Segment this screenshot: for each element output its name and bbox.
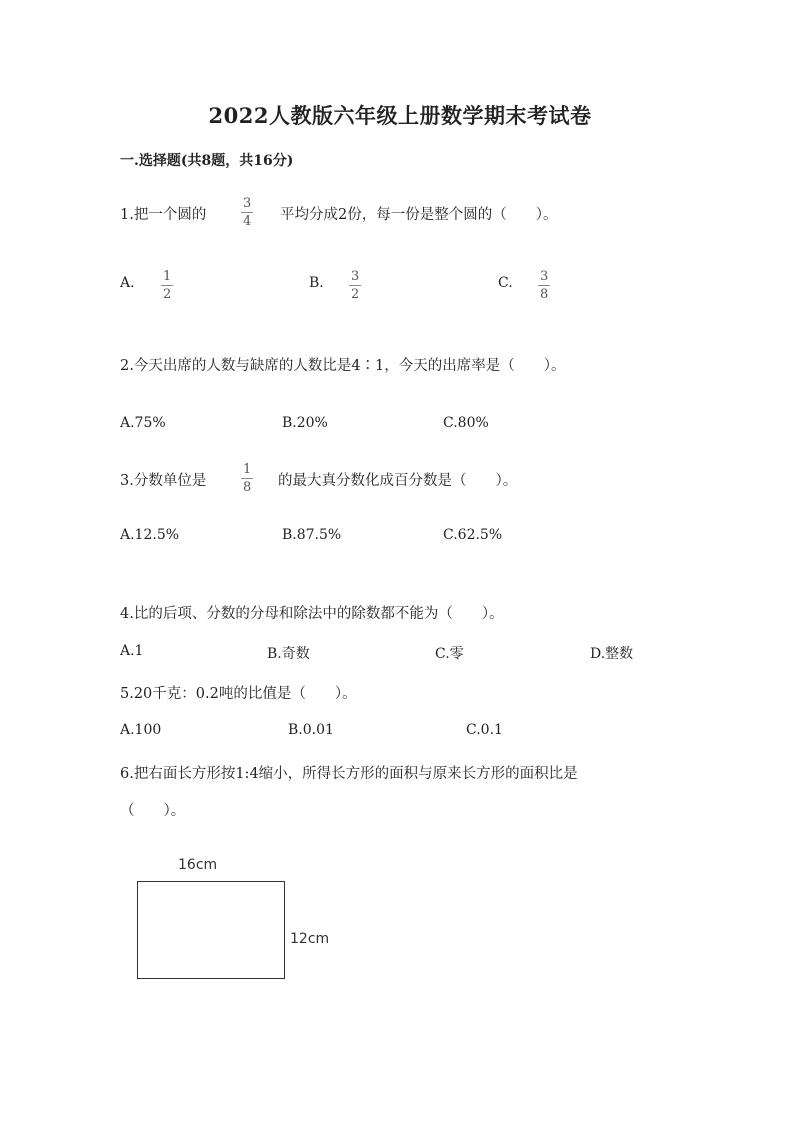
- question-6-text-line2: （ ）。: [120, 803, 186, 819]
- fraction-denominator: 8: [243, 480, 252, 495]
- question-4-text: 4.比的后项、分数的分母和除法中的除数都不能为（ ）。: [120, 606, 504, 622]
- question-1-option-c-label: C.: [498, 275, 513, 291]
- question-1-option-b-fraction: [348, 270, 362, 301]
- fraction-denominator: 4: [243, 214, 252, 229]
- rectangle-height-label: 12cm: [290, 931, 330, 947]
- question-6-text-line1: 6.把右面长方形按1:4缩小，所得长方形的面积与原来长方形的面积比是: [120, 766, 578, 782]
- question-5-option-a: A.100: [120, 722, 162, 738]
- question-3-option-b: B.87.5%: [282, 527, 342, 543]
- fraction-numerator: 3: [540, 269, 549, 284]
- page-title: 2022人教版六年级上册数学期末考试卷: [208, 103, 592, 128]
- fraction-denominator: 2: [163, 287, 172, 302]
- question-1-option-a-label: A.: [120, 275, 135, 291]
- question-4-option-b: B.奇数: [267, 646, 310, 662]
- question-3-option-a: A.12.5%: [120, 527, 180, 543]
- question-2-option-b: B.20%: [282, 415, 328, 431]
- question-5-option-b: B.0.01: [288, 722, 334, 738]
- question-1-option-b-label: B.: [309, 275, 324, 291]
- fraction-numerator: 3: [351, 269, 360, 284]
- question-2-option-a: A.75%: [120, 415, 166, 431]
- fraction-denominator: 8: [540, 287, 549, 302]
- question-3-fraction: [240, 463, 254, 494]
- rectangle-shape: [137, 881, 285, 979]
- question-2-text: 2.今天出席的人数与缺席的人数比是4∶1，今天的出席率是（ ）。: [120, 358, 566, 374]
- question-5-option-c: C.0.1: [466, 722, 503, 738]
- fraction-numerator: 1: [163, 269, 172, 284]
- fraction-numerator: 1: [243, 462, 252, 477]
- question-4-option-c: C.零: [435, 646, 464, 662]
- question-4-option-d: D.整数: [590, 646, 634, 662]
- question-3-text-before: 3.分数单位是: [120, 473, 207, 489]
- section-heading: 一.选择题(共8题，共16分): [120, 153, 294, 169]
- fraction-numerator: 3: [243, 196, 252, 211]
- question-5-text: 5.20千克：0.2吨的比值是（ ）。: [120, 686, 357, 702]
- question-1-fraction: [240, 197, 254, 228]
- rectangle-width-label: 16cm: [178, 857, 218, 873]
- question-1-text-after: 平均分成2份，每一份是整个圆的（ ）。: [280, 207, 558, 223]
- question-3-text-after: 的最大真分数化成百分数是（ ）。: [278, 473, 518, 489]
- question-1-text-before: 1.把一个圆的: [120, 207, 207, 223]
- question-4-option-a: A.1: [120, 643, 144, 659]
- question-3-option-c: C.62.5%: [443, 527, 503, 543]
- question-1-option-a-fraction: [160, 270, 174, 301]
- fraction-denominator: 2: [351, 287, 360, 302]
- question-2-option-c: C.80%: [443, 415, 489, 431]
- question-1-option-c-fraction: [537, 270, 551, 301]
